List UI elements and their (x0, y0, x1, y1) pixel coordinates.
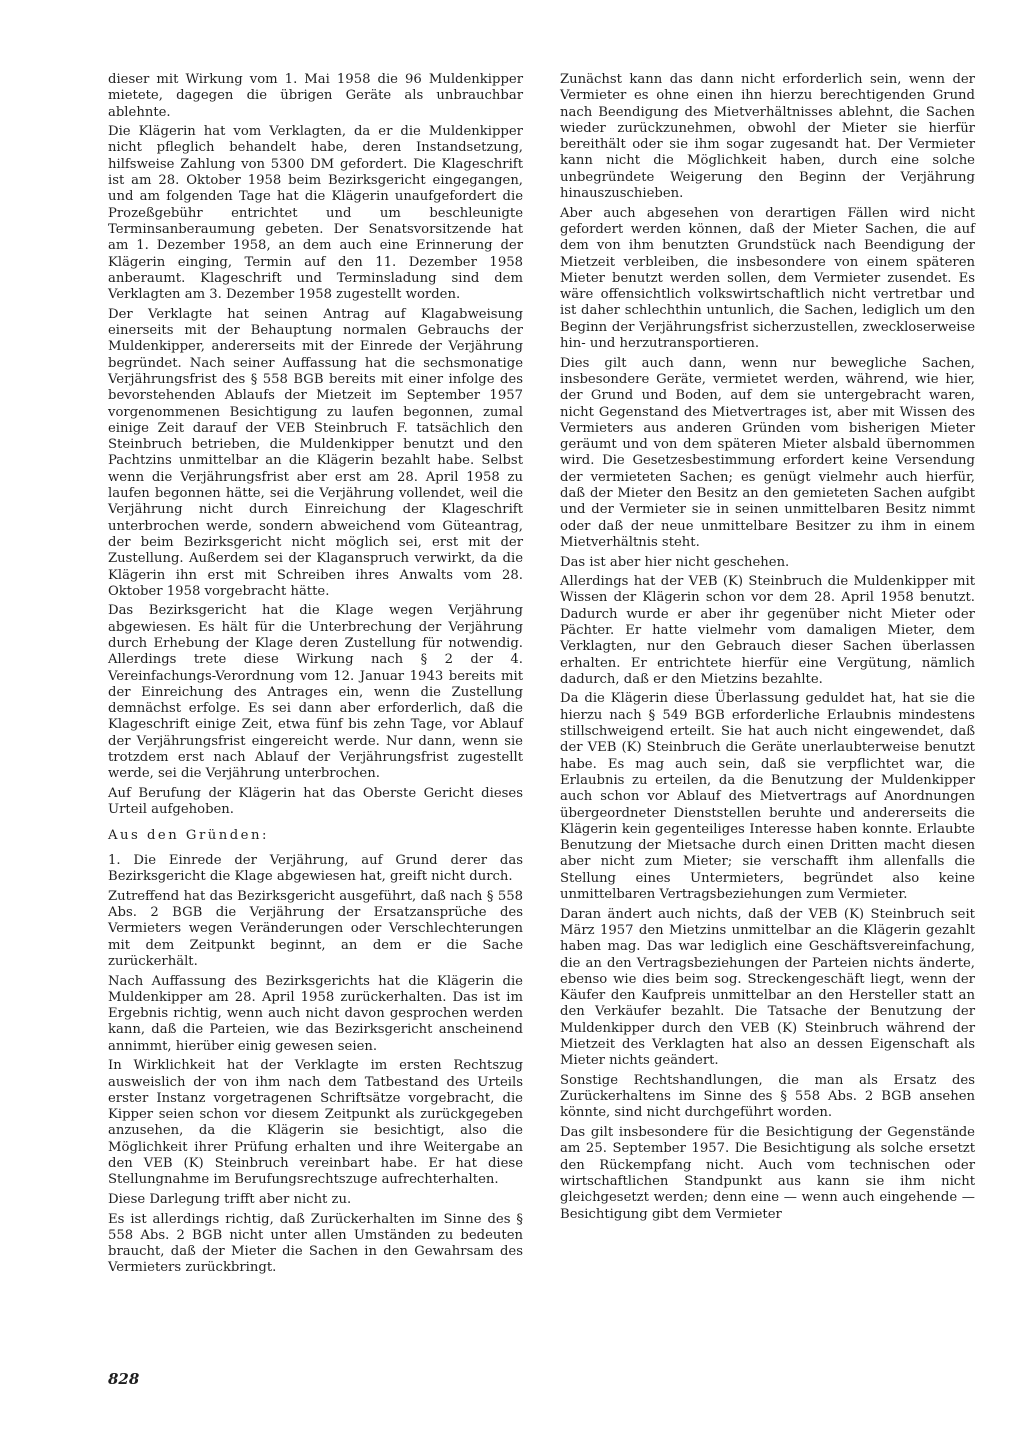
paragraph: Zunächst kann das dann nicht erforderlich sein, wenn der Vermieter es ohne einen ihn hierzu berechtigenden Grund nach Beendigung des Mietverhältnisses ablehnt, die Sachen wieder zurückzunehmen, obwohl der Mieter sie hierfür bereithält oder sie ihm sogar zugesandt hat. Der Vermieter kann nicht die Möglichkeit haben, durch eine solche unbegründete Weigerung den Beginn der Verjährung hinauszuschieben. (560, 72, 975, 202)
paragraph: Die Klägerin hat vom Verklagten, da er die Muldenkipper nicht pfleglich behandelt habe, deren Instandsetzung, hilfsweise Zahlung von 5300 DM gefordert. Die Klageschrift ist am 28. Oktober 1958 beim Bezirksgericht eingegangen, und am folgenden Tage hat die Klägerin unaufgefordert die Prozeßgebühr entrichtet und um beschleunigte Terminsanberaumung gebeten. Der Senatsvorsitzende hat am 1. Dezember 1958, an dem auch eine Erinnerung der Klägerin einging, Termin auf den 11. Dezember 1958 anberaumt. Klageschrift und Terminsladung sind dem Verklagten am 3. Dezember 1958 zugestellt worden. (108, 124, 523, 303)
paragraph: dieser mit Wirkung vom 1. Mai 1958 die 96 Muldenkipper mietete, dagegen die übrigen Geräte als unbrauchbar ablehnte. (108, 72, 523, 120)
paragraph: Da die Klägerin diese Überlassung geduldet hat, hat sie die hierzu nach § 549 BGB erforderliche Erlaubnis mindestens stillschweigend erteilt. Sie hat auch nicht eingewendet, daß der VEB (K) Steinbruch die Geräte unerlaubterweise benutzt habe. Es mag auch sein, daß sie verpflichtet war, die Erlaubnis zu erteilen, da die Benutzung der Muldenkipper auch schon vor Ablauf des Mietvertrags auf Anordnungen übergeordneter Dienststellen beruhte und andererseits die Klägerin kein gegenteiliges Interesse haben konnte. Erlaubte Benutzung der Mietsache durch einen Dritten macht diesen aber nicht zum Mieter; sie verschafft ihm allenfalls die Stellung eines Untermieters, begründet also keine unmittelbaren Vertragsbeziehungen zum Vermieter. (560, 691, 975, 903)
paragraph: Daran ändert auch nichts, daß der VEB (K) Steinbruch seit März 1957 den Mietzins unmittelbar an die Klägerin gezahlt haben mag. Das war lediglich eine Geschäftsvereinfachung, die an den Vertragsbeziehungen der Parteien nichts änderte, ebenso wie dies beim sog. Streckengeschäft liegt, wenn der Käufer den Kaufpreis unmittelbar an den Hersteller statt an den Verkäufer bezahlt. Die Tatsache der Benutzung der Muldenkipper durch den VEB (K) Steinbruch während der Mietzeit des Verklagten hat also an dessen Eigenschaft als Mieter nichts geändert. (560, 906, 975, 1069)
paragraph: Das ist aber hier nicht geschehen. (560, 554, 790, 570)
paragraph: Das Bezirksgericht hat die Klage wegen Verjährung abgewiesen. Es hält für die Unterbrechung der Verjährung durch Erhebung der Klage deren Zustellung für notwendig. Allerdings trete diese Wirkung nach § 2 der 4. Vereinfachungs-Verordnung vom 12. Januar 1943 bereits mit der Einreichung des Antrages ein, wenn die Zustellung demnächst erfolge. Es sei dann aber erforderlich, daß die Klageschrift einige Zeit, etwa fünf bis zehn Tage, vor Ablauf der Verjährungsfrist eingereicht werde. Nur dann, wenn sie trotzdem erst nach Ablauf der Verjährungsfrist zugestellt werde, sei die Verjährung unterbrochen. (108, 603, 523, 782)
paragraph: Es ist allerdings richtig, daß Zurückerhalten im Sinne des § 558 Abs. 2 BGB nicht unter allen Umständen zu bedeuten braucht, daß der Mieter die Sachen in den Gewahrsam des Vermieters zurückbringt. (108, 1211, 523, 1276)
paragraph: Dies gilt auch dann, wenn nur bewegliche Sachen, insbesondere Geräte, vermietet werden, während, wie hier, der Grund und Boden, auf dem sie untergebracht waren, nicht Gegenstand des Mietvertrages ist, aber mit Wissen des Vermieters aus anderen Gründen vom bisherigen Mieter geräumt und von dem späteren Mieter alsbald übernommen wird. Die Gesetzesbestimmung erfordert keine Versendung der vermieteten Sachen; es genügt vielmehr auch hierfür, daß der Mieter den Besitz an den gemieteten Sachen aufgibt und der Vermieter sie in seinen unmittelbaren Besitz nimmt oder daß der neue unmittelbare Besitzer zu ihm in einem Mietverhältnis steht. (560, 355, 975, 550)
paragraph: Der Verklagte hat seinen Antrag auf Klagabweisung einerseits mit der Behauptung normalen Gebrauchs der Muldenkipper, andererseits mit der Einrede der Verjährung begründet. Nach seiner Auffassung hat die sechsmonatige Verjährungsfrist des § 558 BGB bereits mit einer infolge des bevorstehenden Ablaufs der Mietzeit im September 1957 vorgenommenen Besichtigung zu laufen begonnen, zumal einige Zeit darauf der VEB Steinbruch F. tatsächlich den Steinbruch betrieben, die Muldenkipper benutzt und den Pachtzins unmittelbar an die Klägerin bezahlt habe. Selbst wenn die Verjährungsfrist aber erst am 28. April 1958 zu laufen begonnen hätte, sei die Verjährung vollendet, weil die Verjährung nicht durch Einreichung der Klageschrift unterbrochen werde, sondern abweichend vom Güteantrag, der beim Bezirksgericht nicht möglich sei, erst mit der Zustellung. Außerdem sei der Klaganspruch verwirkt, da die Klägerin ihn erst mit Schreiben ihres Anwalts vom 28. Oktober 1958 vorgebracht hätte. (108, 306, 523, 599)
paragraph: In Wirklichkeit hat der Verklagte im ersten Rechtszug ausweislich der von ihm nach dem Tatbestand des Urteils erster Instanz vorgetragenen Schriftsätze vorgebracht, die Kipper seien schon vor diesem Zeitpunkt als zurückgegeben anzusehen, da die Klägerin sie besichtigt, also die Möglichkeit ihrer Prüfung erhalten und ihre Weitergabe an den VEB (K) Steinbruch vereinbart habe. Er hat diese Stellungnahme im Berufungsrechtszuge aufrechterhalten. (108, 1058, 523, 1188)
paragraph: Diese Darlegung trifft aber nicht zu. (108, 1191, 352, 1207)
paragraph: Sonstige Rechtshandlungen, die man als Ersatz des Zurückerhaltens im Sinne des § 558 Abs. 2 BGB ansehen könnte, sind nicht durchgeführt worden. (560, 1072, 975, 1121)
paragraph: Das gilt insbesondere für die Besichtigung der Gegenstände am 25. September 1957. Die Besichtigung als solche ersetzt den Rückempfang nicht. Auch vom technischen oder wirtschaftlichen Standpunkt aus kann sie ihm nicht gleichgesetzt werden; denn eine — wenn auch eingehende — Besichtigung gibt dem Vermieter (560, 1125, 975, 1222)
right-column (560, 72, 975, 1226)
paragraph: Allerdings hat der VEB (K) Steinbruch die Muldenkipper mit Wissen der Klägerin schon vor dem 28. April 1958 benutzt. Dadurch wurde er aber ihr gegenüber nicht Mieter oder Pächter. Er hatte vielmehr vom damaligen Mieter, dem Verklagten, nur den Gebrauch dieser Sachen überlassen erhalten. Er entrichtete hierfür eine Vergütung, nämlich dadurch, daß er den Mietzins bezahlte. (560, 574, 975, 687)
paragraph: Auf Berufung der Klägerin hat das Oberste Gericht dieses Urteil aufgehoben. (108, 785, 523, 818)
paragraph: Zutreffend hat das Bezirksgericht ausgeführt, daß nach § 558 Abs. 2 BGB die Verjährung der Ersatzansprüche des Vermieters wegen Veränderungen oder Verschlechterungen mit dem Zeitpunkt beginnt, an dem er die Sache zurückerhält. (108, 888, 523, 969)
section-heading: Aus den Gründen: (108, 827, 269, 843)
paragraph: 1. Die Einrede der Verjährung, auf Grund derer das Bezirksgericht die Klage abgewiesen hat, greift nicht durch. (108, 852, 523, 885)
page-number: 828 (108, 1370, 140, 1388)
paragraph: Nach Auffassung des Bezirksgerichts hat die Klägerin die Muldenkipper am 28. April 1958 zurückerhalten. Das ist im Ergebnis richtig, wenn auch nicht davon gesprochen werden kann, daß die Parteien, wie das Bezirksgericht anscheinend annimmt, hierüber einig gewesen seien. (108, 973, 523, 1054)
left-column (108, 72, 523, 1280)
paragraph: Aber auch abgesehen von derartigen Fällen wird nicht gefordert werden können, daß der Mieter Sachen, die auf dem von ihm benutzten Grundstück nach Beendigung der Mietzeit verbleiben, die insbesondere von einem späteren Mieter benutzt werden sollen, dem Vermieter zusendet. Es wäre offensichtlich volkswirtschaftlich nicht vertretbar und ist daher schlechthin untunlich, die Sachen, lediglich um den Beginn der Verjährungsfrist sicherzustellen, zweckloserweise hin- und herzutransportieren. (560, 205, 975, 352)
